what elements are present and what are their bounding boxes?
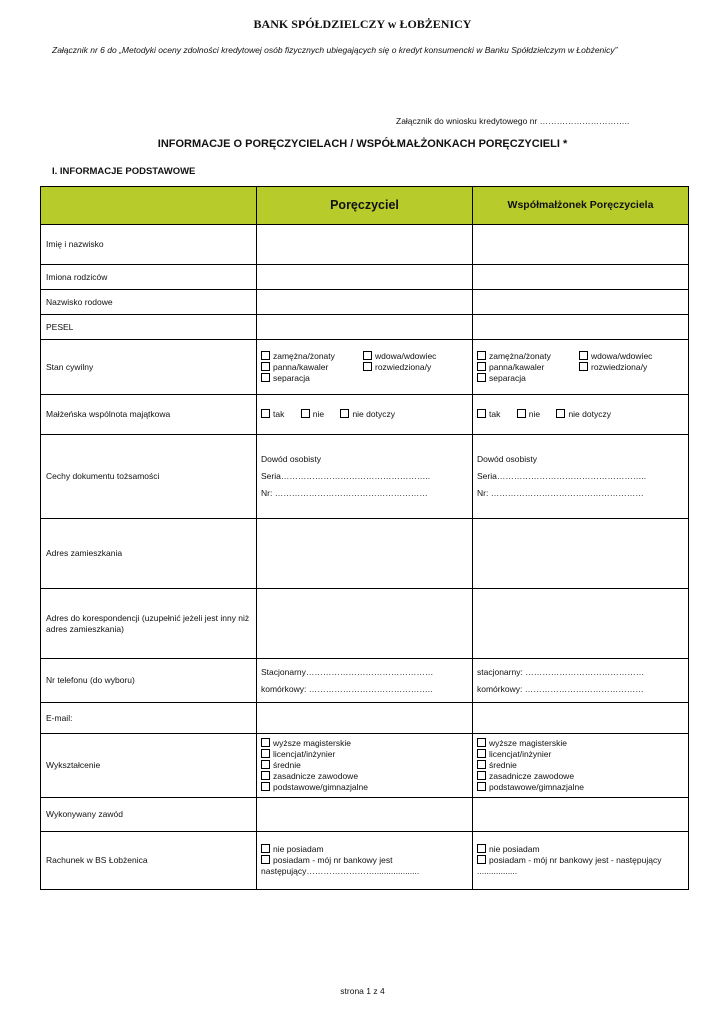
id-doc-type: Dowód osobisty — [477, 454, 538, 464]
marital-single-option[interactable]: panna/kawaler — [261, 362, 363, 373]
checkbox-icon[interactable] — [477, 362, 486, 371]
checkbox-icon[interactable] — [477, 749, 486, 758]
marital-widowed-option[interactable]: wdowa/wdowiec — [363, 351, 463, 362]
education-vocational-option[interactable]: zasadnicze zawodowe — [477, 771, 684, 782]
guarantor-info-table — [40, 186, 689, 890]
parents-guarantor-field[interactable] — [257, 265, 473, 290]
row-label-property: Małżeńska wspólnota majątkowa — [41, 395, 257, 435]
header-empty-cell — [41, 187, 257, 225]
checkbox-icon[interactable] — [261, 749, 270, 758]
checkbox-icon[interactable] — [579, 351, 588, 360]
checkbox-icon[interactable] — [261, 760, 270, 769]
checkbox-icon[interactable] — [477, 771, 486, 780]
section-title: I. INFORMACJE PODSTAWOWE — [52, 166, 196, 177]
form-title: INFORMACJE O PORĘCZYCIELACH / WSPÓŁMAŁŻONKACH PORĘCZYCIELI * — [157, 138, 568, 150]
table-row — [41, 589, 689, 659]
marital-spouse-cell — [473, 340, 689, 395]
education-primary-option[interactable]: podstawowe/gimnazjalne — [477, 782, 684, 793]
checkbox-icon[interactable] — [556, 409, 565, 418]
checkbox-icon[interactable] — [477, 844, 486, 853]
row-label-id-doc: Cechy dokumentu tożsamości — [41, 435, 257, 519]
row-label-education: Wykształcenie — [41, 734, 257, 798]
marital-separated-option[interactable]: separacja — [261, 373, 363, 384]
education-spouse-cell — [473, 734, 689, 798]
corr-address-spouse-field[interactable] — [473, 589, 689, 659]
address-spouse-field[interactable] — [473, 519, 689, 589]
email-spouse-field[interactable] — [473, 703, 689, 734]
checkbox-icon[interactable] — [261, 409, 270, 418]
phone-mobile: komórkowy: …………………………………… — [477, 683, 644, 694]
checkbox-icon[interactable] — [477, 782, 486, 791]
account-have-option[interactable]: posiadam - mój nr bankowy jest - następujący ................. — [477, 855, 662, 876]
account-guarantor-cell — [257, 832, 473, 890]
checkbox-icon[interactable] — [477, 738, 486, 747]
checkbox-icon[interactable] — [477, 760, 486, 769]
marital-widowed-option[interactable]: wdowa/wdowiec — [579, 351, 679, 362]
row-label-pesel: PESEL — [41, 315, 257, 340]
row-label-marital: Stan cywilny — [41, 340, 257, 395]
table-row — [41, 435, 689, 519]
table-row — [41, 265, 689, 290]
table-row — [41, 832, 689, 890]
bank-name: BANK SPÓŁDZIELCZY w ŁOBŻENICY — [253, 17, 472, 31]
marital-married-option[interactable]: zamężna/żonaty — [477, 351, 579, 362]
corr-address-guarantor-field[interactable] — [257, 589, 473, 659]
column-header-spouse: Współmałżonek Poręczyciela — [473, 187, 689, 225]
phone-guarantor-cell[interactable] — [257, 659, 473, 703]
education-masters-option[interactable]: wyższe magisterskie — [261, 738, 468, 749]
id-doc-number: Nr: ……………………………………………… — [477, 488, 644, 498]
checkbox-icon[interactable] — [301, 409, 310, 418]
row-label-corr-address: Adres do korespondencji (uzupełnić jeżeli jest inny niż adres zamieszkania) — [41, 589, 257, 659]
id-doc-type: Dowód osobisty — [261, 454, 322, 464]
checkbox-icon[interactable] — [261, 351, 270, 360]
checkbox-icon[interactable] — [477, 409, 486, 418]
id-doc-number: Nr: ……………………………………………… — [261, 488, 428, 498]
checkbox-icon[interactable] — [261, 782, 270, 791]
account-none-option[interactable]: nie posiadam — [477, 844, 684, 855]
education-vocational-option[interactable]: zasadnicze zawodowe — [261, 771, 468, 782]
table-row — [41, 798, 689, 832]
table-row — [41, 290, 689, 315]
page-number: strona 1 z 4 — [340, 986, 385, 996]
checkbox-icon[interactable] — [477, 351, 486, 360]
education-bachelor-option[interactable]: licencjat/inżynier — [477, 749, 684, 760]
marital-guarantor-cell — [257, 340, 473, 395]
checkbox-icon[interactable] — [261, 855, 270, 864]
property-na-option[interactable]: nie dotyczy — [340, 409, 395, 419]
family-name-guarantor-field[interactable] — [257, 290, 473, 315]
column-header-guarantor: Poręczyciel — [257, 187, 473, 225]
table-row — [41, 395, 689, 435]
occupation-guarantor-field[interactable] — [257, 798, 473, 832]
table-row — [41, 519, 689, 589]
row-label-occupation: Wykonywany zawód — [41, 798, 257, 832]
education-bachelor-option[interactable]: licencjat/inżynier — [261, 749, 468, 760]
pesel-spouse-field[interactable] — [473, 315, 689, 340]
phone-landline: stacjonarny: …………………………………… — [477, 666, 645, 677]
checkbox-icon[interactable] — [517, 409, 526, 418]
table-row — [41, 659, 689, 703]
table-row — [41, 225, 689, 265]
account-have-option[interactable]: posiadam - mój nr bankowy jest następujący……………………................... — [261, 855, 420, 876]
name-guarantor-field[interactable] — [257, 225, 473, 265]
marital-married-option[interactable]: zamężna/żonaty — [261, 351, 363, 362]
marital-divorced-option[interactable]: rozwiedziona/y — [579, 362, 679, 373]
checkbox-icon[interactable] — [261, 373, 270, 382]
email-guarantor-field[interactable] — [257, 703, 473, 734]
marital-separated-option[interactable]: separacja — [477, 373, 579, 384]
account-none-option[interactable]: nie posiadam — [261, 844, 468, 855]
marital-divorced-option[interactable]: rozwiedziona/y — [363, 362, 463, 373]
education-masters-option[interactable]: wyższe magisterskie — [477, 738, 684, 749]
table-row — [41, 703, 689, 734]
application-reference: Załącznik do wniosku kredytowego nr ………………………….. — [396, 116, 630, 126]
annex-note: Załącznik nr 6 do „Metodyki oceny zdolności kredytowej osób fizycznych ubiegających się o kredyt konsumencki w Banku Spółdzielczym w Łobżenicy” — [52, 45, 618, 55]
education-primary-option[interactable]: podstawowe/gimnazjalne — [261, 782, 468, 793]
marital-single-option[interactable]: panna/kawaler — [477, 362, 579, 373]
row-label-name: Imię i nazwisko — [41, 225, 257, 265]
checkbox-icon[interactable] — [261, 738, 270, 747]
row-label-email: E-mail: — [41, 703, 257, 734]
checkbox-icon[interactable] — [477, 855, 486, 864]
property-na-option[interactable]: nie dotyczy — [556, 409, 611, 419]
id-doc-series: Seria…………………………………………….. — [261, 471, 431, 481]
property-no-option[interactable]: nie — [301, 409, 324, 419]
property-guarantor-cell — [257, 395, 473, 435]
address-guarantor-field[interactable] — [257, 519, 473, 589]
checkbox-icon[interactable] — [363, 362, 372, 371]
table-row — [41, 340, 689, 395]
id-doc-guarantor-cell[interactable] — [257, 435, 473, 519]
name-spouse-field[interactable] — [473, 225, 689, 265]
id-doc-series: Seria…………………………………………….. — [477, 471, 647, 481]
checkbox-icon[interactable] — [363, 351, 372, 360]
family-name-spouse-field[interactable] — [473, 290, 689, 315]
checkbox-icon[interactable] — [579, 362, 588, 371]
table-row — [41, 734, 689, 798]
row-label-address: Adres zamieszkania — [41, 519, 257, 589]
table-header-row — [41, 187, 689, 225]
checkbox-icon[interactable] — [261, 362, 270, 371]
property-yes-option[interactable]: tak — [477, 409, 500, 419]
account-spouse-cell — [473, 832, 689, 890]
row-label-family-name: Nazwisko rodowe — [41, 290, 257, 315]
occupation-spouse-field[interactable] — [473, 798, 689, 832]
id-doc-spouse-cell[interactable] — [473, 435, 689, 519]
row-label-phone: Nr telefonu (do wyboru) — [41, 659, 257, 703]
phone-spouse-cell[interactable] — [473, 659, 689, 703]
parents-spouse-field[interactable] — [473, 265, 689, 290]
phone-mobile: komórkowy: …………………………………….. — [261, 683, 433, 694]
property-yes-option[interactable]: tak — [261, 409, 284, 419]
row-label-parents: Imiona rodziców — [41, 265, 257, 290]
education-secondary-option[interactable]: średnie — [261, 760, 468, 771]
education-secondary-option[interactable]: średnie — [477, 760, 684, 771]
row-label-account: Rachunek w BS Łobżenica — [41, 832, 257, 890]
pesel-guarantor-field[interactable] — [257, 315, 473, 340]
checkbox-icon[interactable] — [261, 844, 270, 853]
checkbox-icon[interactable] — [261, 771, 270, 780]
property-spouse-cell — [473, 395, 689, 435]
property-no-option[interactable]: nie — [517, 409, 540, 419]
education-guarantor-cell — [257, 734, 473, 798]
phone-landline: Stacjonarny……………………………………… — [261, 666, 434, 677]
table-row — [41, 315, 689, 340]
checkbox-icon[interactable] — [340, 409, 349, 418]
checkbox-icon[interactable] — [477, 373, 486, 382]
